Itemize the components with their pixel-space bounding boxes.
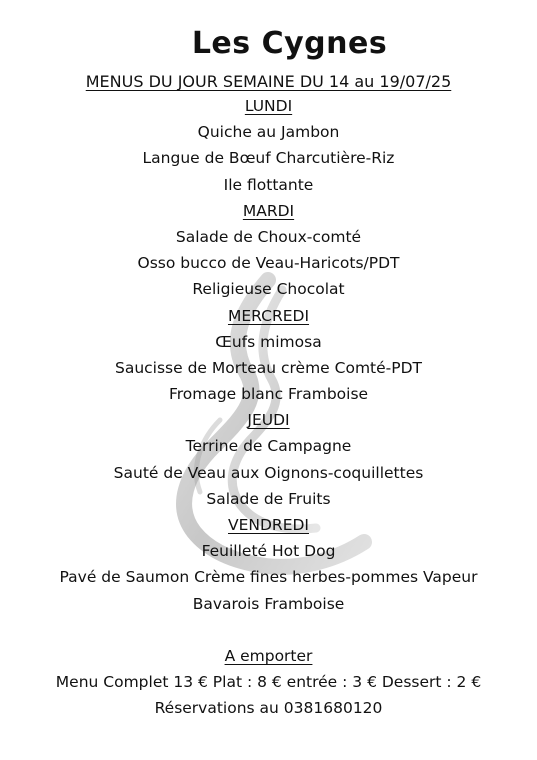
dish-starter: Œufs mimosa	[215, 332, 322, 351]
footer	[0, 643, 537, 722]
dish-main: Langue de Bœuf Charcutière-Riz	[142, 149, 395, 168]
dish-dessert: Salade de Fruits	[206, 489, 331, 508]
restaurant-title: Les Cygnes	[191, 26, 388, 61]
day-name: JEUDI	[247, 411, 290, 430]
dish-starter: Terrine de Campagne	[185, 437, 352, 456]
day-thursday	[0, 407, 537, 512]
day-name: VENDREDI	[228, 516, 309, 534]
dish-dessert: Religieuse Chocolat	[192, 280, 345, 299]
reservation-phone: Réservations au 0381680120	[154, 699, 383, 718]
day-tuesday	[0, 198, 537, 303]
day-name: MERCREDI	[227, 306, 310, 325]
dish-dessert: Bavarois Framboise	[192, 594, 345, 613]
day-name: LUNDI	[244, 97, 293, 115]
dish-main: Sauté de Veau aux Oignons-coquillettes	[113, 463, 424, 482]
section-spacer	[0, 617, 537, 643]
day-name: MARDI	[242, 201, 295, 220]
day-monday	[0, 93, 537, 198]
dish-main: Pavé de Saumon Crème fines herbes-pommes Vapeur	[59, 568, 478, 587]
dish-starter: Feuilleté Hot Dog	[201, 542, 336, 561]
dish-main: Osso bucco de Veau-Haricots/PDT	[137, 254, 400, 273]
dish-starter: Salade de Choux-comté	[175, 227, 362, 246]
week-subtitle: MENUS DU JOUR SEMAINE DU 14 au 19/07/25	[85, 72, 452, 91]
price-list: Menu Complet 13 € Plat : 8 € entrée : 3 € Dessert : 2 €	[55, 672, 482, 691]
takeaway-title: A emporter	[224, 646, 313, 665]
dish-main: Saucisse de Morteau crème Comté-PDT	[114, 358, 422, 377]
dish-starter: Quiche au Jambon	[197, 123, 340, 142]
day-friday	[0, 512, 537, 617]
dish-dessert: Ile flottante	[223, 175, 314, 194]
day-wednesday	[0, 303, 537, 408]
dish-dessert: Fromage blanc Framboise	[168, 385, 369, 404]
